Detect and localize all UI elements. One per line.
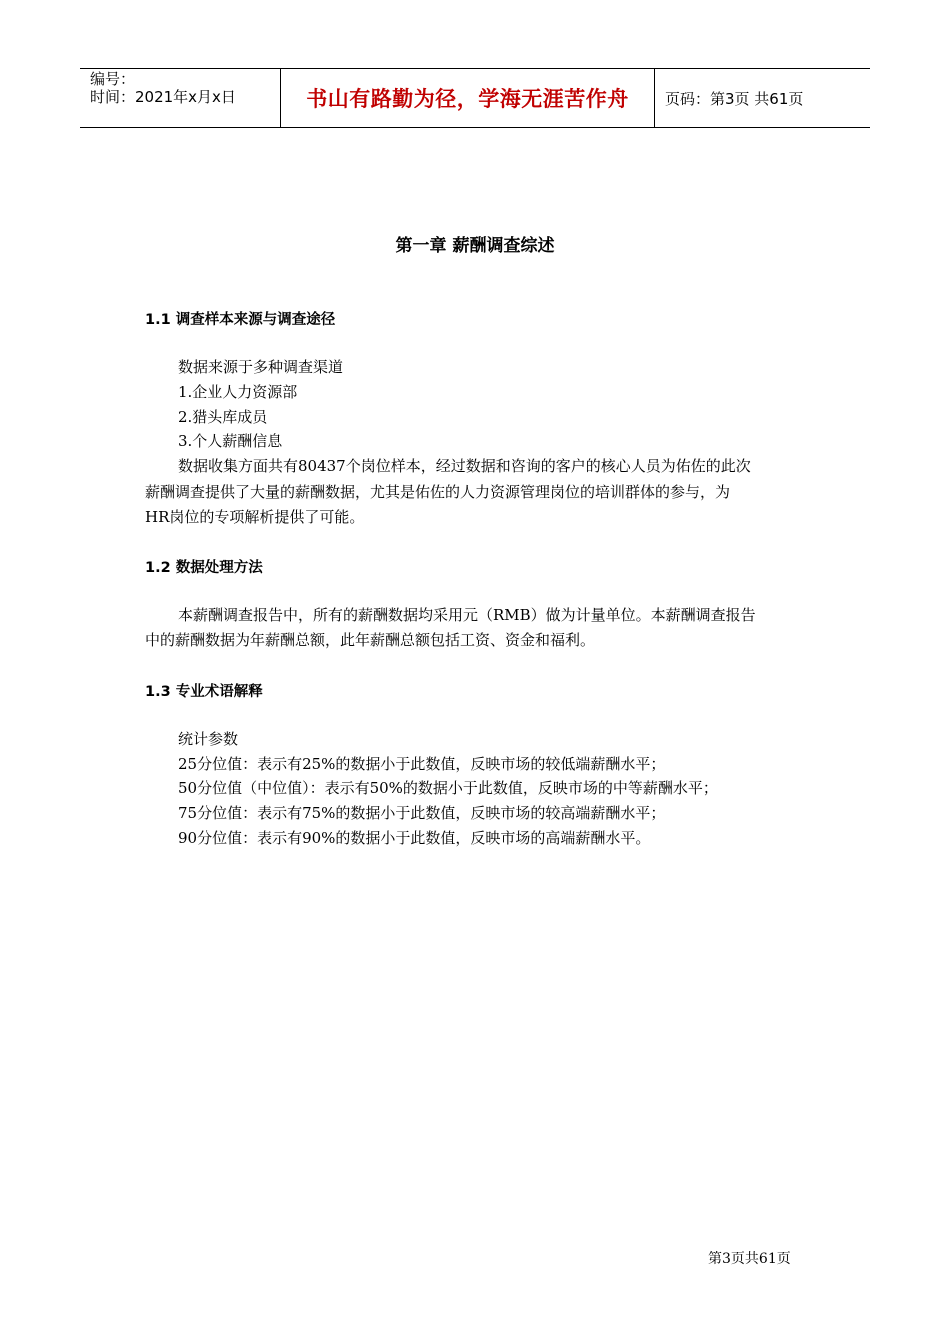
- list-item: 3.个人薪酬信息: [178, 432, 283, 450]
- chapter-title: 第一章 薪酬调查综述: [395, 236, 555, 256]
- section-title-1-2: 1.2 数据处理方法: [145, 560, 263, 576]
- paragraph-line: 数据来源于多种调查渠道: [178, 358, 344, 376]
- paragraph-line: 中的薪酬数据为年薪酬总额，此年薪酬总额包括工资、资金和福利。: [145, 631, 596, 649]
- paragraph-line: 薪酬调查提供了大量的薪酬数据，尤其是佑佐的人力资源管理岗位的培训群体的参与，为: [145, 483, 731, 501]
- section-title-1-1: 1.1 调查样本来源与调查途径: [145, 312, 336, 328]
- page-header: [80, 68, 870, 128]
- list-item: 50分位值（中位值）：表示有50%的数据小于此数值，反映市场的中等薪酬水平；: [178, 779, 718, 797]
- list-item: 75分位值：表示有75%的数据小于此数值，反映市场的较高端薪酬水平；: [178, 804, 666, 822]
- list-item: 25分位值：表示有25%的数据小于此数值，反映市场的较低端薪酬水平；: [178, 755, 666, 773]
- paragraph-line: 数据收集方面共有80437个岗位样本，经过数据和咨询的客户的核心人员为佑佐的此次: [178, 457, 751, 475]
- paragraph-line: 统计参数: [178, 730, 239, 748]
- list-item: 2.猎头库成员: [178, 408, 268, 426]
- list-item: 1.企业人力资源部: [178, 383, 298, 401]
- list-item: 90分位值：表示有90%的数据小于此数值，反映市场的高端薪酬水平。: [178, 829, 651, 847]
- paragraph-line: HR岗位的专项解析提供了可能。: [145, 508, 365, 526]
- paragraph-line: 本薪酬调查报告中，所有的薪酬数据均采用元（RMB）做为计量单位。本薪酬调查报告: [178, 606, 756, 624]
- document-number-label: 编号：: [90, 70, 136, 88]
- header-motto: 书山有路勤为径，学海无涯苦作舟: [281, 69, 655, 127]
- page-footer: 第3页共61页: [708, 1251, 791, 1267]
- header-page-info: 页码：第3页 共61页: [665, 89, 804, 108]
- header-meta: [80, 69, 281, 127]
- section-title-1-3: 1.3 专业术语解释: [145, 684, 263, 700]
- document-time-label: 时间：2021年x月x日: [90, 88, 236, 106]
